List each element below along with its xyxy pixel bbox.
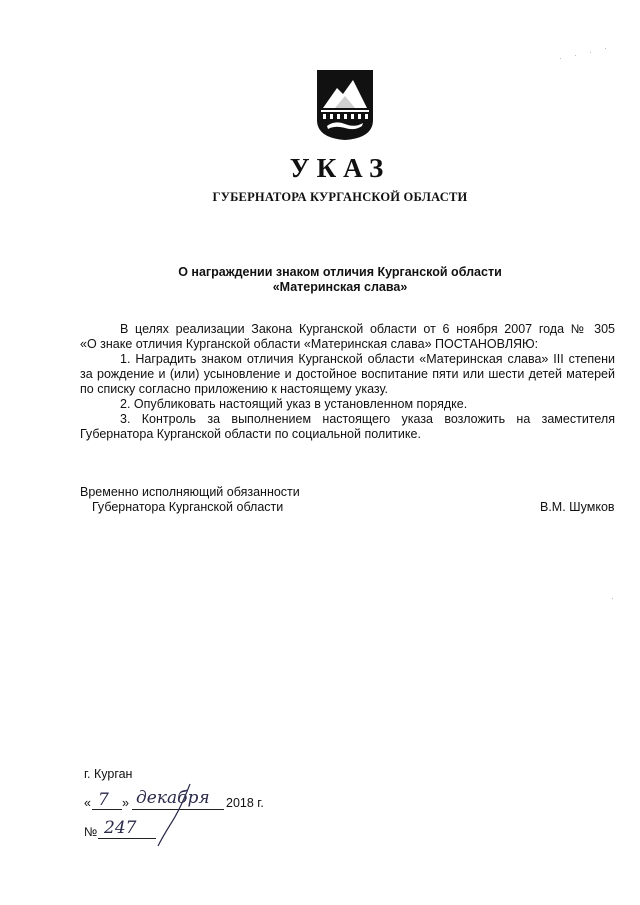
date-open-quote: «	[84, 796, 91, 810]
scan-speck	[575, 55, 576, 56]
scan-speck	[560, 58, 561, 59]
handwritten-stroke	[150, 780, 200, 850]
heading-line-2: «Материнская слава»	[272, 280, 408, 294]
document-title: УКАЗ	[289, 153, 391, 183]
body-paragraph-2: 1. Наградить знаком отличия Курганской области «Материнская слава» III степени за рождение и (или) усыновление и достойное воспитание пяти или шести детей матерей по списку согласно приложению к настоящему указу.	[80, 352, 615, 396]
handwritten-month: декабря	[136, 788, 210, 808]
decree-heading	[40, 265, 640, 295]
scan-speck	[590, 52, 591, 53]
position-line-2: Губернатора Курганской области	[92, 500, 284, 514]
body-paragraph-3: 2. Опубликовать настоящий указ в установленном порядке.	[120, 397, 468, 411]
scan-speck	[605, 48, 606, 49]
document-subtitle: ГУБЕРНАТОРА КУРГАНСКОЙ ОБЛАСТИ	[212, 190, 468, 204]
body-paragraph-4: 3. Контроль за выполнением настоящего указа возложить на заместителя Губернатора Курганской области по социальной политике.	[80, 412, 615, 441]
signatory-position	[80, 485, 300, 515]
position-line-1: Временно исполняющий обязанности	[80, 485, 300, 499]
scan-speck	[612, 598, 613, 599]
coat-of-arms-emblem	[315, 68, 375, 142]
number-underline	[98, 838, 156, 839]
body-paragraph-1b: «О знаке отличия Курганской области «Материнская слава» ПОСТАНОВЛЯЮ:	[80, 337, 539, 351]
signatory-name: В.М. Шумков	[540, 500, 615, 514]
date-year: 2018 г.	[226, 796, 264, 810]
issue-city: г. Курган	[84, 767, 133, 781]
handwritten-day: 7	[98, 790, 109, 810]
date-close-quote: »	[122, 796, 129, 810]
handwritten-number: 247	[104, 818, 137, 838]
decree-body	[80, 322, 615, 442]
number-label: №	[84, 825, 98, 839]
body-paragraph-1a: В целях реализации Закона Курганской области от 6 ноября 2007 года № 305	[120, 322, 615, 336]
heading-line-1: О награждении знаком отличия Курганской области	[178, 265, 502, 279]
